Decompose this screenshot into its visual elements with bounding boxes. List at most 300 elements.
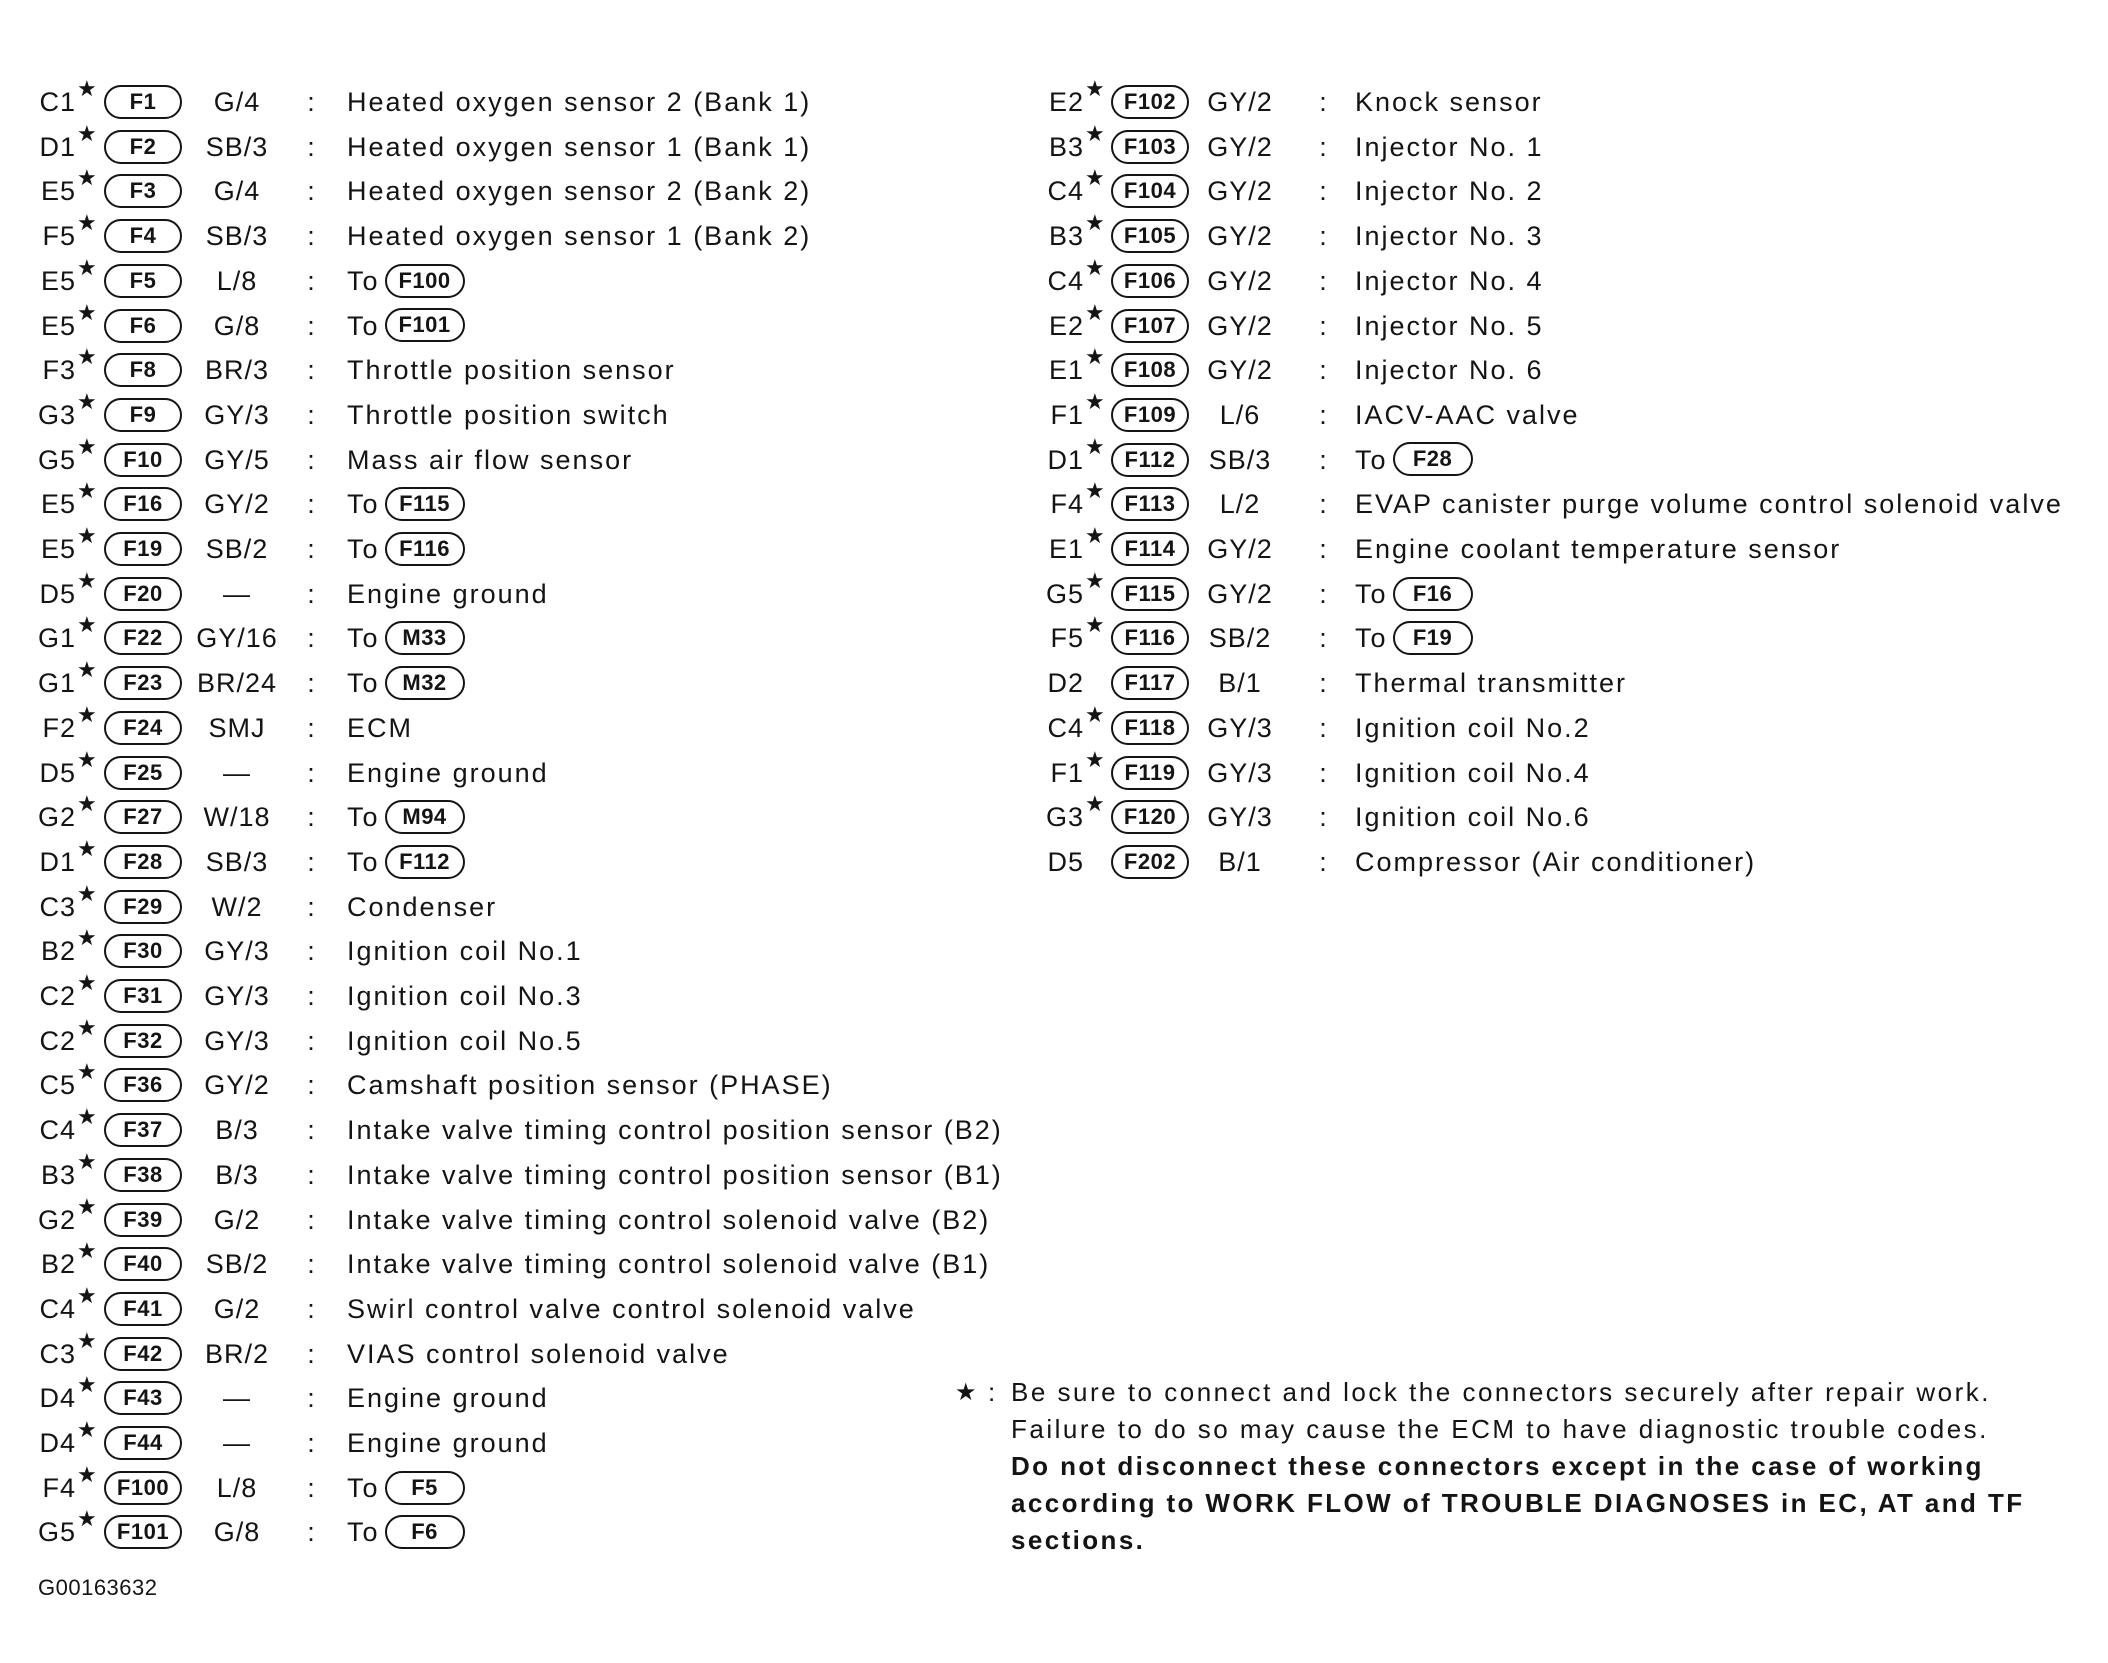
wire-spec: SB/2 — [1208, 623, 1272, 654]
connector-description — [347, 795, 465, 839]
separator: : — [1319, 802, 1327, 833]
description-text: Condenser — [347, 891, 498, 922]
connector-row — [1018, 77, 2098, 124]
connector-badge: F118 — [1111, 711, 1189, 745]
connector-row — [0, 1462, 1010, 1510]
star-icon: ★ — [1085, 77, 1105, 102]
description-text: Injector No. 4 — [1355, 265, 1544, 296]
connector-row — [1018, 702, 2098, 750]
connector-badge: F41 — [104, 1292, 182, 1326]
target-connector-badge: F28 — [1393, 442, 1473, 476]
star-icon: ★ — [77, 836, 97, 862]
grid-location: E2 — [1048, 310, 1084, 341]
connector-description — [1355, 616, 1473, 660]
star-icon: ★ — [77, 389, 97, 415]
wire-spec: GY/3 — [1207, 802, 1273, 833]
star-icon: ★ — [77, 121, 97, 147]
wire-spec: B/1 — [1218, 668, 1262, 699]
connector-row — [0, 926, 1010, 973]
connector-row — [0, 613, 1010, 660]
connector-description — [347, 751, 549, 795]
connector-row — [0, 389, 1010, 437]
connector-description — [347, 214, 811, 258]
connector-description — [347, 482, 465, 526]
grid-location: G5 — [37, 444, 76, 475]
star-icon: ★ — [77, 1015, 97, 1041]
wire-spec: L/2 — [1219, 489, 1261, 520]
target-connector-badge: F115 — [385, 487, 465, 521]
figure-code: G00163632 — [38, 1575, 158, 1600]
wire-spec: GY/2 — [1207, 265, 1273, 296]
grid-location: C4 — [1047, 712, 1084, 743]
wire-spec: GY/2 — [204, 1070, 270, 1101]
connector-badge: F19 — [104, 532, 182, 566]
connector-row — [0, 568, 1010, 616]
wire-spec: BR/3 — [204, 355, 270, 386]
wire-spec: GY/2 — [1207, 578, 1273, 609]
separator: : — [307, 668, 315, 699]
wire-spec: GY/2 — [1207, 87, 1273, 117]
wire-spec: G/4 — [213, 87, 261, 117]
connector-badge: F40 — [104, 1247, 182, 1281]
wire-spec: L/8 — [216, 265, 258, 296]
connector-row — [0, 836, 1010, 884]
separator: : — [307, 1428, 315, 1458]
description-text: Knock sensor — [1355, 87, 1543, 117]
star-icon: ★ — [1085, 121, 1105, 147]
note-warning-line: according to WORK FLOW of TROUBLE DIAGNOSES in EC, AT and TF — [1011, 1488, 2025, 1518]
description-text: Intake valve timing control position sensor (B2) — [347, 1115, 1003, 1146]
connector-badge: F108 — [1111, 353, 1189, 387]
wire-spec: SB/3 — [1208, 444, 1272, 475]
connector-badge: F101 — [104, 1515, 182, 1549]
separator: : — [307, 221, 315, 252]
connector-row — [0, 479, 1010, 526]
connector-description — [1355, 795, 1591, 839]
description-text: To — [1355, 623, 1388, 654]
grid-location: G3 — [1045, 802, 1084, 833]
description-text: VIAS control solenoid valve — [347, 1338, 730, 1369]
separator: : — [307, 1115, 315, 1146]
connector-description — [1355, 393, 1580, 437]
grid-location: B3 — [1048, 131, 1084, 162]
star-icon: ★ — [77, 300, 97, 326]
wire-spec: W/18 — [203, 802, 271, 833]
connector-row — [1018, 300, 2098, 348]
star-icon: ★ — [77, 1239, 97, 1265]
target-connector-badge: M32 — [385, 666, 465, 700]
grid-location: G5 — [1045, 578, 1084, 609]
connector-description — [1355, 527, 1841, 571]
grid-location: G2 — [37, 1204, 76, 1235]
description-text: EVAP canister purge volume control solenoid valve — [1355, 489, 2063, 520]
description-text: Heated oxygen sensor 1 (Bank 2) — [347, 221, 812, 252]
connector-description — [347, 840, 465, 884]
wire-spec: SB/3 — [205, 846, 269, 877]
wire-spec: G/2 — [213, 1293, 261, 1324]
star-icon: ★ — [1085, 211, 1105, 237]
connector-badge: F37 — [104, 1113, 182, 1147]
connector-description — [347, 572, 549, 616]
connector-description — [347, 1242, 990, 1286]
note-separator: : — [988, 1377, 996, 1407]
connector-row — [0, 1194, 1010, 1242]
separator: : — [307, 265, 315, 296]
connector-badge: F4 — [104, 219, 182, 253]
grid-location: E2 — [1048, 87, 1084, 117]
connector-badge: F119 — [1111, 756, 1189, 790]
connector-description — [1355, 80, 1543, 124]
description-text: Camshaft position sensor (PHASE) — [347, 1070, 833, 1101]
separator: : — [307, 399, 315, 430]
star-icon: ★ — [77, 1507, 97, 1533]
connector-badge: F16 — [104, 487, 182, 521]
star-icon: ★ — [77, 702, 97, 728]
connector-description — [347, 527, 465, 571]
connector-row — [0, 255, 1010, 303]
connector-description — [347, 1332, 730, 1376]
connector-badge: F100 — [104, 1471, 182, 1505]
connector-badge: F113 — [1111, 487, 1189, 521]
description-text: To — [347, 846, 380, 877]
connector-badge: F36 — [104, 1068, 182, 1102]
wire-spec: GY/2 — [1207, 310, 1273, 341]
wire-spec: B/3 — [215, 1115, 259, 1146]
star-icon: ★ — [77, 792, 97, 818]
wire-spec: SB/3 — [205, 221, 269, 252]
star-icon: ★ — [77, 434, 97, 460]
connector-badge: F30 — [104, 934, 182, 968]
connector-row — [0, 1507, 1010, 1554]
description-text: To — [347, 802, 380, 833]
star-icon: ★ — [1085, 479, 1105, 505]
grid-location: D4 — [39, 1428, 76, 1458]
separator: : — [307, 87, 315, 117]
description-text: Intake valve timing control solenoid valve (B1) — [347, 1249, 991, 1280]
star-icon: ★ — [77, 1373, 97, 1399]
connector-description — [347, 169, 811, 213]
separator: : — [307, 1338, 315, 1369]
connector-badge: F23 — [104, 666, 182, 700]
target-connector-badge: F5 — [385, 1471, 465, 1505]
connector-row — [0, 1373, 1010, 1420]
grid-location: E5 — [40, 310, 76, 341]
separator: : — [307, 712, 315, 743]
connector-description — [347, 1198, 990, 1242]
star-icon: ★ — [1085, 345, 1105, 371]
wire-spec: SB/3 — [205, 131, 269, 162]
separator: : — [1319, 757, 1327, 788]
grid-location: B3 — [40, 1159, 76, 1190]
note-star-icon: ★ — [955, 1378, 977, 1406]
description-text: Engine coolant temperature sensor — [1355, 534, 1842, 564]
star-icon: ★ — [77, 1328, 97, 1354]
grid-location: E5 — [40, 176, 76, 207]
connector-row — [0, 166, 1010, 213]
connector-badge: F22 — [104, 621, 182, 655]
connector-row — [0, 792, 1010, 839]
connector-description — [347, 974, 583, 1018]
connector-row — [1018, 434, 2098, 482]
star-icon: ★ — [77, 1149, 97, 1175]
star-icon: ★ — [77, 1283, 97, 1309]
description-text: Injector No. 3 — [1355, 221, 1544, 252]
wire-spec: SB/2 — [205, 534, 269, 564]
grid-location: G3 — [37, 399, 76, 430]
connector-description — [1355, 438, 1473, 482]
connector-description — [1355, 125, 1544, 169]
separator: : — [307, 1293, 315, 1324]
connector-badge: F27 — [104, 800, 182, 834]
connector-description — [1355, 169, 1544, 213]
target-connector-badge: F19 — [1393, 621, 1473, 655]
connector-row — [0, 524, 1010, 571]
wire-spec: GY/5 — [204, 444, 270, 475]
connector-description — [347, 1063, 833, 1107]
separator: : — [307, 1025, 315, 1056]
connector-badge: F3 — [104, 174, 182, 208]
separator: : — [1319, 623, 1327, 654]
separator: : — [1319, 265, 1327, 296]
grid-location: E5 — [40, 265, 76, 296]
connector-description — [1355, 348, 1544, 392]
wire-spec: — — [223, 578, 251, 609]
wire-spec: G/4 — [213, 176, 261, 207]
connector-row — [0, 1418, 1010, 1465]
connector-description — [347, 1019, 583, 1063]
connector-row — [0, 434, 1010, 482]
connector-badge: F44 — [104, 1426, 182, 1460]
description-text: Thermal transmitter — [1355, 668, 1628, 699]
grid-location: G1 — [37, 623, 76, 654]
star-icon: ★ — [1085, 613, 1105, 639]
star-icon: ★ — [77, 971, 97, 996]
wire-spec: — — [223, 1383, 251, 1414]
separator: : — [307, 310, 315, 341]
connector-badge: F102 — [1111, 85, 1189, 119]
separator: : — [307, 981, 315, 1011]
wire-spec: — — [223, 757, 251, 788]
connector-badge: F42 — [104, 1337, 182, 1371]
description-text: Mass air flow sensor — [347, 444, 634, 475]
separator: : — [1319, 399, 1327, 430]
wire-spec: GY/3 — [204, 399, 270, 430]
connector-badge: F106 — [1111, 264, 1189, 298]
separator: : — [1319, 176, 1327, 207]
separator: : — [307, 131, 315, 162]
connector-badge: F104 — [1111, 174, 1189, 208]
separator: : — [1319, 578, 1327, 609]
connector-badge: F107 — [1111, 309, 1189, 343]
connector-description — [347, 1287, 916, 1331]
grid-location: G5 — [37, 1517, 76, 1548]
grid-location: C5 — [39, 1070, 76, 1101]
description-text: Engine ground — [347, 1428, 549, 1458]
connector-badge: F114 — [1111, 532, 1189, 566]
description-text: Injector No. 2 — [1355, 176, 1544, 207]
connector-badge: F29 — [104, 890, 182, 924]
grid-location: G2 — [37, 802, 76, 833]
target-connector-badge: M94 — [385, 800, 465, 834]
connector-badge: F6 — [104, 309, 182, 343]
grid-location: D1 — [39, 131, 76, 162]
separator: : — [1319, 221, 1327, 252]
wire-spec: SB/2 — [205, 1249, 269, 1280]
target-connector-badge: F100 — [385, 264, 465, 298]
wire-spec: B/3 — [215, 1159, 259, 1190]
star-icon: ★ — [77, 77, 97, 102]
connector-badge: F38 — [104, 1158, 182, 1192]
target-connector-badge: F101 — [385, 308, 465, 342]
separator: : — [307, 489, 315, 520]
wire-spec: GY/3 — [204, 981, 270, 1011]
wire-spec: GY/2 — [1207, 131, 1273, 162]
separator: : — [307, 1383, 315, 1414]
grid-location: C3 — [39, 1338, 76, 1369]
star-icon: ★ — [1085, 434, 1105, 460]
star-icon: ★ — [1085, 300, 1105, 326]
description-text: Ignition coil No.1 — [347, 936, 583, 967]
grid-location: E1 — [1048, 534, 1084, 564]
connector-badge: F1 — [104, 85, 182, 119]
grid-location: C2 — [39, 1025, 76, 1056]
grid-location: B2 — [40, 936, 76, 967]
connector-description — [347, 393, 670, 437]
separator: : — [1319, 712, 1327, 743]
connector-description — [347, 1510, 465, 1554]
connector-description — [347, 1376, 549, 1420]
wire-spec: G/8 — [213, 1517, 261, 1548]
connector-description — [347, 661, 465, 705]
connector-row — [0, 1060, 1010, 1107]
star-icon: ★ — [77, 926, 97, 952]
connector-row — [0, 300, 1010, 348]
connector-description — [1355, 214, 1544, 258]
connector-description — [347, 885, 497, 929]
description-text: To — [347, 668, 380, 699]
connector-description — [347, 438, 633, 482]
star-icon: ★ — [77, 255, 97, 281]
separator: : — [1319, 668, 1327, 699]
connector-row — [1018, 345, 2098, 392]
description-text: To — [347, 310, 380, 341]
wire-spec: GY/2 — [1207, 176, 1273, 207]
grid-location: D5 — [39, 578, 76, 609]
star-icon: ★ — [1085, 524, 1105, 549]
connector-badge: F105 — [1111, 219, 1189, 253]
connector-row — [0, 1328, 1010, 1376]
wire-spec: BR/24 — [196, 668, 278, 699]
star-icon: ★ — [1085, 568, 1105, 594]
description-text: ECM — [347, 712, 413, 743]
description-text: To — [347, 1472, 380, 1503]
description-text: Throttle position sensor — [347, 355, 676, 386]
star-icon: ★ — [77, 613, 97, 639]
connector-description — [347, 1153, 1003, 1197]
description-text: Injector No. 5 — [1355, 310, 1544, 341]
connector-row — [0, 1283, 1010, 1331]
target-connector-badge: F116 — [385, 532, 465, 566]
connector-badge: F24 — [104, 711, 182, 745]
description-text: To — [347, 265, 380, 296]
connector-row — [1018, 747, 2098, 795]
connector-description — [1355, 572, 1473, 616]
connector-badge: F2 — [104, 130, 182, 164]
grid-location: F5 — [1050, 623, 1084, 654]
separator: : — [1319, 534, 1327, 564]
separator: : — [307, 534, 315, 564]
connector-description — [347, 706, 413, 750]
star-icon: ★ — [1085, 389, 1105, 415]
description-text: Engine ground — [347, 757, 549, 788]
connector-badge: F10 — [104, 443, 182, 477]
star-icon: ★ — [1085, 255, 1105, 281]
description-text: Engine ground — [347, 1383, 549, 1414]
wire-spec: GY/3 — [204, 936, 270, 967]
grid-location: E1 — [1048, 355, 1084, 386]
grid-location: C4 — [39, 1293, 76, 1324]
star-icon: ★ — [77, 1418, 97, 1443]
connector-badge: F28 — [104, 845, 182, 879]
wire-spec: SMJ — [208, 712, 266, 743]
grid-location: C4 — [1047, 176, 1084, 207]
wire-spec: W/2 — [211, 891, 263, 922]
wire-spec: G/8 — [213, 310, 261, 341]
connector-row — [0, 1239, 1010, 1286]
star-icon: ★ — [1085, 792, 1105, 818]
separator: : — [307, 623, 315, 654]
separator: : — [307, 1159, 315, 1190]
grid-location: C4 — [1047, 265, 1084, 296]
star-icon: ★ — [1085, 747, 1105, 773]
connector-badge: F103 — [1111, 130, 1189, 164]
connector-row — [0, 211, 1010, 258]
star-icon: ★ — [77, 1105, 97, 1131]
connector-description — [1355, 482, 2063, 526]
description-text: Ignition coil No.5 — [347, 1025, 583, 1056]
grid-location: F4 — [42, 1472, 76, 1503]
grid-location: C1 — [39, 87, 76, 117]
connector-row — [0, 121, 1010, 169]
connector-badge: F8 — [104, 353, 182, 387]
note-line: Failure to do so may cause the ECM to have diagnostic trouble codes. — [1011, 1414, 1989, 1444]
star-icon: ★ — [77, 479, 97, 505]
description-text: To — [347, 623, 380, 654]
connector-badge: F20 — [104, 577, 182, 611]
grid-location: D2 — [1047, 668, 1084, 699]
connector-row — [0, 1149, 1010, 1197]
connector-badge: F9 — [104, 398, 182, 432]
grid-location: F1 — [1050, 757, 1084, 788]
connector-row — [1018, 389, 2098, 437]
wire-spec: GY/2 — [1207, 534, 1273, 564]
separator: : — [307, 1070, 315, 1101]
connector-description — [347, 304, 465, 348]
separator: : — [307, 355, 315, 386]
connector-row — [1018, 121, 2098, 169]
note-line: Be sure to connect and lock the connectors securely after repair work. — [1011, 1377, 1991, 1407]
connector-badge: F31 — [104, 979, 182, 1013]
description-text: Heated oxygen sensor 2 (Bank 2) — [347, 176, 812, 207]
connector-description — [347, 348, 676, 392]
connector-description — [1355, 259, 1544, 303]
description-text: To — [1355, 444, 1388, 475]
note-warning-line: sections. — [1011, 1525, 1146, 1555]
grid-location: C4 — [39, 1115, 76, 1146]
wire-spec: GY/2 — [204, 489, 270, 520]
separator: : — [1319, 444, 1327, 475]
star-icon: ★ — [1085, 166, 1105, 192]
